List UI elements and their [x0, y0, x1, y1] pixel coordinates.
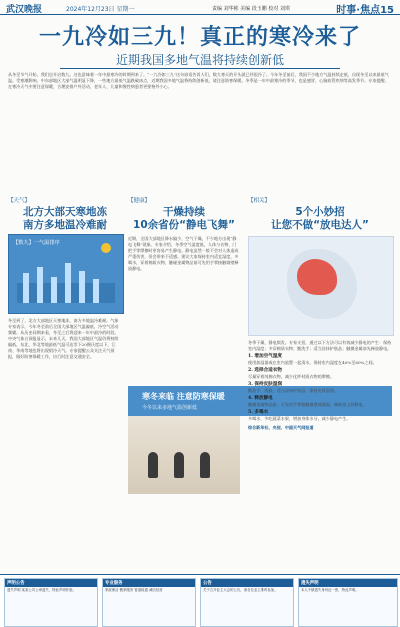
- ad-text: 遗失声明 某某公司公章遗失，特此声明作废。: [7, 588, 76, 592]
- ad-box: [102, 578, 196, 627]
- credit-line: 综合新华社、央视、中国天气网报道: [248, 425, 314, 430]
- tip-text: 多喝水、多吃蔬菜水果，增加身体水分，减少静电产生。: [248, 416, 351, 421]
- ad-box: [4, 578, 98, 627]
- column-title-line2: 10余省份“静电飞舞”: [133, 219, 235, 231]
- ad-box: [298, 578, 398, 627]
- banner-title: 寒冬来临 注意防寒保暖: [142, 392, 225, 401]
- top-bar: [0, 0, 400, 15]
- column-body: 近期，全国大部地区降水偏少，空气干燥，不少地方出现“静电飞舞”现象。专家介绍，冬季空气湿度低，人体与衣物、门把手等摩擦时更容易产生静电。静电虽然一般不会对人体造成严重伤害，但会带来不适感。建议大家保持室内适宜湿度，多喝水，穿着棉质衣物，触碰金属物品前可先用手掌接触墙壁释放静电。: [128, 236, 239, 271]
- tip-heading: 1. 增加空气湿度: [248, 354, 282, 359]
- ad-text: 关于召开业主大会的公告，请各位业主准时参加。: [203, 588, 278, 592]
- weather-infographic: [8, 234, 124, 314]
- ad-title: 专业服务: [103, 579, 195, 587]
- tip-text: 勤洗手、洗脸，适当涂抹护肤品，保持皮肤湿润。: [248, 388, 339, 393]
- main-headline: 一九冷如三九！真正的寒冷来了: [38, 25, 361, 50]
- map-illustration: [248, 236, 394, 336]
- tip-item: [248, 410, 392, 422]
- tip-text: 尽量穿着纯棉衣物，减少化纤材质衣物的摩擦。: [248, 374, 334, 379]
- section-title: 时事·焦点15: [336, 5, 394, 16]
- banner-subtitle: 今冬以来多地气温创新低: [142, 405, 198, 411]
- tip-heading: 5. 多喝水: [248, 410, 269, 415]
- column-tag: 【天气】: [8, 198, 31, 204]
- street-photo: [128, 416, 240, 494]
- person-figure: [200, 452, 210, 478]
- tips-list: [248, 340, 392, 568]
- column-title-line1: 干燥持续: [163, 206, 205, 218]
- ad-text: 家政保洁 搬家服务 管道疏通 诚信经营: [105, 588, 163, 592]
- map-highlight: [297, 259, 337, 295]
- ad-text: 本人不慎遗失身份证一张，特此声明。: [301, 588, 359, 592]
- column-title-line2: 让您不做“放电达人”: [271, 219, 369, 231]
- tip-item: [248, 354, 392, 366]
- tips-intro: 冬季干燥，静电频发。专家支招，通过以下方法可以有效减少静电的产生：保持室内湿度；多穿棉质衣物；勤洗手；适当涂抹护肤品；触摸金属前先释放静电。: [248, 340, 392, 351]
- tip-heading: 4. 释放静电: [248, 396, 273, 401]
- person-figure: [148, 452, 158, 478]
- ad-title: 遗失声明: [299, 579, 397, 587]
- tip-text: 使用加湿器或在室内放置一盆清水，保持室内湿度在40%至60%之间。: [248, 360, 377, 365]
- tip-item: [248, 382, 392, 394]
- ad-title: 声明公告: [5, 579, 97, 587]
- ad-title: 公告: [201, 579, 293, 587]
- tip-heading: 3. 保持皮肤湿润: [248, 382, 282, 387]
- tip-item: [248, 396, 392, 408]
- ad-box: [200, 578, 294, 627]
- infographic-title: 【数九】一气温排序: [13, 240, 60, 246]
- infographic-graphic: [9, 235, 123, 313]
- editors-line: 责编 刘华彬 美编 段玉鹏 校对 刘琪: [212, 6, 290, 12]
- column-title-line1: 5个小妙招: [295, 206, 345, 218]
- issue-date: 2024年12月23日 星期一: [66, 6, 135, 13]
- classifieds-strip: [0, 574, 400, 627]
- tip-text: 触摸金属物品前，可先用手掌接触墙壁或地面，释放身上的静电。: [248, 402, 367, 407]
- column-body: 冬至到了，北方大部地区天寒地冻，南方多地温冷难耐。气象专家表示，今年冬至前后全国大部地区气温偏低，冷空气活动频繁。从历史同期来看，冬至之后将迎来一年中最冷的时段。中央气象台预报显示，未来几天，我国大部地区气温仍将持续偏低，东北、华北等地最低气温可达零下20摄氏度以下，江南、华南等地也将出现阴冷天气。专家提醒公众关注天气预报，做好防寒保暖工作，出行时注意交通安全。: [8, 318, 119, 359]
- tip-heading: 2. 选择合适衣物: [248, 368, 282, 373]
- tip-item: [248, 368, 392, 380]
- person-figure: [174, 452, 184, 478]
- main-subtitle: 近期我国多地气温将持续创新低: [115, 53, 284, 67]
- column-tag: 【相关】: [248, 198, 271, 204]
- masthead: 武汉晚报: [6, 5, 43, 15]
- intro-paragraph: 从冬至节气开始，我们也开启数九。这也意味着一年中最寒冷的时期到来了。“一九冷如三九”这句谚语告诉人们，数九寒天的开头就已经很冷了。今年冬至前后，我国不少地方气温持续走低，出现冬至以来最低气温。受寒潮影响，中东部地区大部气温明显下降，一些地方最低气温跌破冰点，近期我国多地气温将持续创新低，请注意防寒保暖。冬季是一年中最寒冷的季节，也是感冒、心脑血管疾病等高发季节。专家提醒，在寒冷天气中要注意保暖，合理安排户外活动，老年人、儿童和慢性病患者更要格外小心。: [8, 72, 389, 89]
- divider: [60, 68, 340, 69]
- column-tag: 【健康】: [128, 198, 151, 204]
- column-title-line2: 南方多地温冷难耐: [23, 219, 107, 231]
- column-title-line1: 北方大部天寒地冻: [23, 206, 107, 218]
